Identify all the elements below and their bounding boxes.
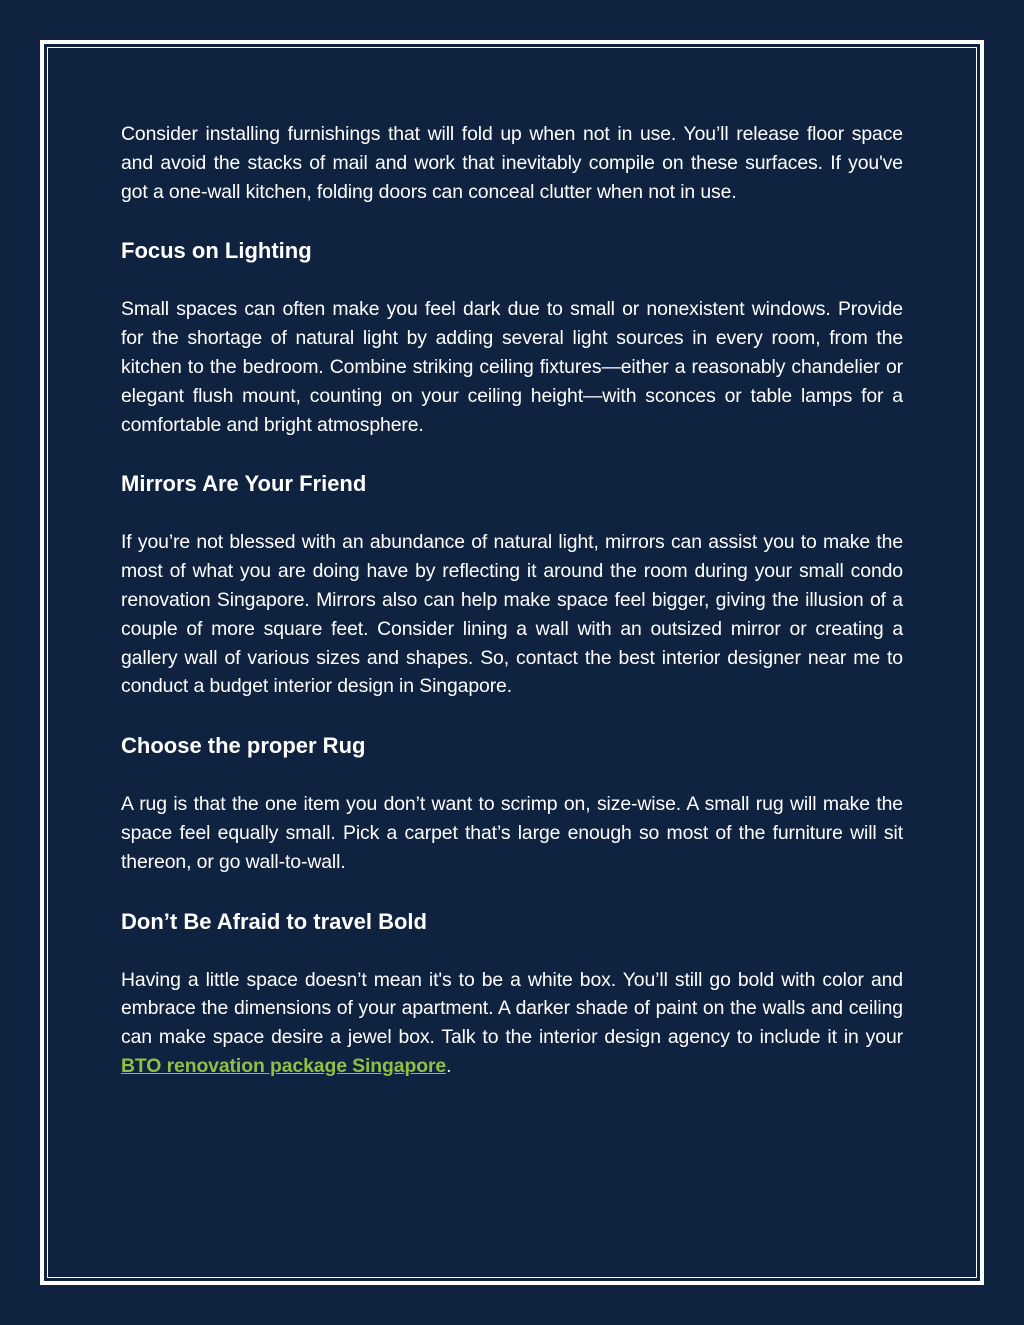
- paragraph-lighting: Small spaces can often make you feel dark due to small or nonexistent windows. Provide for the shortage of natural light by adding several light sources in every room, from the kitchen to the bedroom. Combine striking ceiling fixtures—either a reasonably chandelier or elegant flush mount, counting on your ceiling height—with sconces or table lamps for a comfortable and bright atmosphere.: [121, 298, 903, 436]
- intro-paragraph: Consider installing furnishings that will fold up when not in use. You’ll release floor space and avoid the stacks of mail and work that inevitably compile on these surfaces. If you've got a one-wall kitchen, folding doors can conceal clutter when not in use.: [121, 123, 903, 203]
- paragraph-bold-text: Having a little space doesn’t mean it's to be a white box. You’ll still go bold with color and embrace the dimensions of your apartment. A darker shade of paint on the walls and ceiling can make space desire a jewel box. Talk to the interior design agency to include it in your: [121, 968, 903, 1049]
- document-body: [121, 120, 903, 1081]
- paragraph-bold-end: .: [446, 1054, 452, 1077]
- heading-bold: Don’t Be Afraid to travel Bold: [121, 908, 427, 934]
- heading-rug: Choose the proper Rug: [121, 733, 366, 759]
- heading-focus-on-lighting: Focus on Lighting: [121, 238, 312, 264]
- paragraph-mirrors: If you’re not blessed with an abundance of natural light, mirrors can assist you to make the most of what you are doing have by reflecting it around the room during your small condo renovation Singapore. Mirrors also can help make space feel bigger, giving the illusion of a couple of more square feet. Consider lining a wall with an outsized mirror or creating a gallery wall of various sizes and shapes. So, contact the best interior designer near me to conduct a budget interior design in Singapore.: [121, 531, 903, 698]
- paragraph-bold: [121, 966, 903, 1081]
- paragraph-rug: A rug is that the one item you don’t want to scrimp on, size-wise. A small rug will make the space feel equally small. Pick a carpet that’s large enough so most of the furniture will sit thereon, or go wall-to-wall.: [121, 793, 903, 873]
- heading-mirrors: Mirrors Are Your Friend: [121, 471, 367, 497]
- bto-renovation-link[interactable]: BTO renovation package Singapore: [121, 1054, 447, 1077]
